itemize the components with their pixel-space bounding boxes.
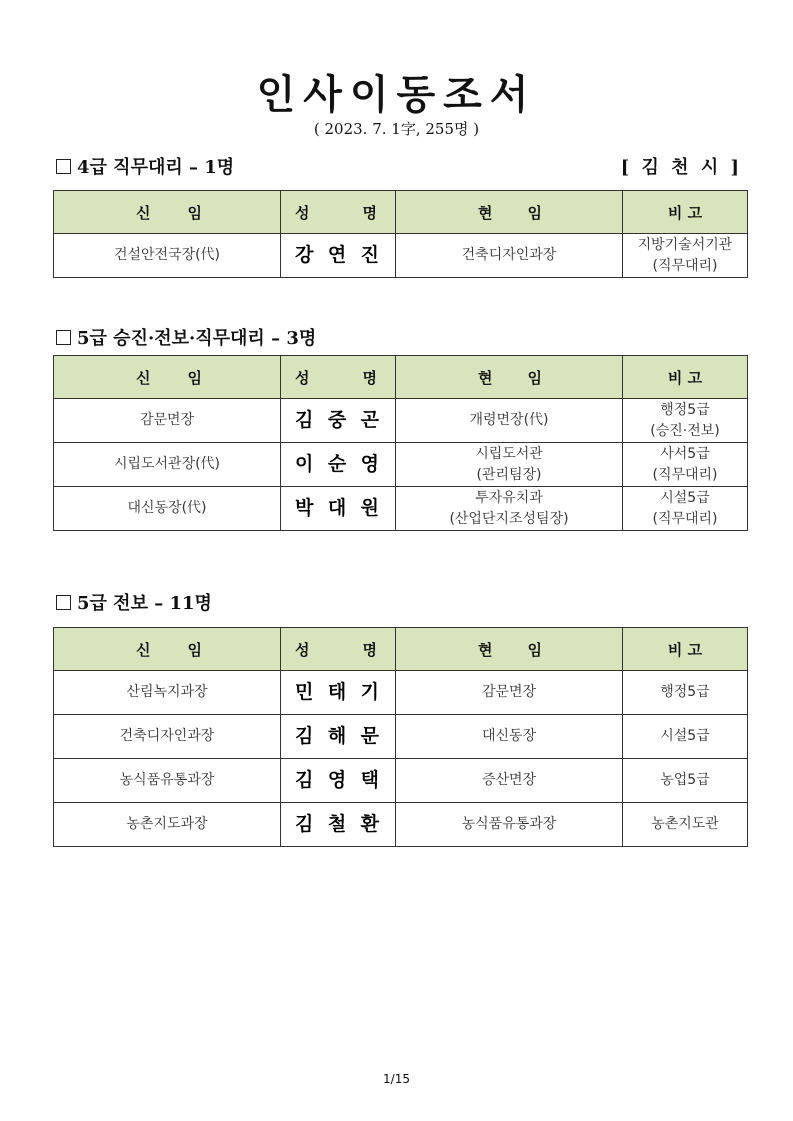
name-char: 이 <box>295 453 314 475</box>
cell-name <box>281 715 396 759</box>
header-current-position-label <box>396 202 622 223</box>
name-char: 강 <box>295 244 314 266</box>
person-name <box>281 245 395 266</box>
table-row <box>54 803 748 847</box>
table-row <box>54 715 748 759</box>
section-1-heading <box>56 155 746 181</box>
person-name <box>281 682 395 703</box>
cell-note <box>623 759 748 803</box>
header-char: 성 <box>295 368 310 387</box>
name-char: 중 <box>327 409 347 431</box>
header-current-position-label <box>396 639 622 660</box>
document-title: 인사이동조서 <box>256 72 537 118</box>
name-char: 진 <box>360 244 379 266</box>
cell-current-position <box>396 803 623 847</box>
person-name <box>281 814 395 835</box>
cell-current-position <box>396 671 623 715</box>
cell-name <box>281 759 396 803</box>
header-char: 명 <box>362 640 377 659</box>
header-note: 비 고 <box>623 628 748 671</box>
header-char: 명 <box>362 368 377 387</box>
current-line: 투자유치과 <box>475 489 543 506</box>
header-current-position <box>396 356 623 399</box>
table-row <box>54 443 748 487</box>
name-char: 택 <box>360 769 379 791</box>
current-line: 대신동장 <box>481 728 537 744</box>
note-line: 사서5급 <box>660 445 710 462</box>
note-line: (승진·전보) <box>650 422 720 439</box>
table-section-3 <box>53 627 748 847</box>
header-char: 임 <box>187 640 202 659</box>
header-char: 성 <box>295 203 310 222</box>
header-char: 임 <box>527 640 542 659</box>
current-line: 시립도서관 <box>475 445 543 462</box>
header-name-label <box>281 202 395 223</box>
name-char: 원 <box>360 497 379 519</box>
note-line: 시설5급 <box>660 489 710 506</box>
header-name-label <box>281 639 395 660</box>
current-line: 개령면장(代) <box>469 412 549 428</box>
person-name <box>281 726 395 747</box>
cell-note <box>623 803 748 847</box>
section-1-title: 4급 직무대리 – 1명 <box>77 157 235 178</box>
cell-new-position: 농촌지도과장 <box>54 803 281 847</box>
section-3-title: 5급 전보 – 11명 <box>77 593 212 614</box>
cell-note <box>623 671 748 715</box>
header-new-position <box>54 356 281 399</box>
table-row <box>54 759 748 803</box>
table-row <box>54 399 748 443</box>
name-char: 김 <box>295 725 314 747</box>
cell-name <box>281 443 396 487</box>
current-line: 농식품유통과장 <box>461 816 557 832</box>
cell-new-position: 시립도서관장(代) <box>54 443 281 487</box>
name-char: 해 <box>327 725 347 747</box>
note-line: (직무대리) <box>652 466 718 483</box>
checkbox-icon <box>56 595 71 610</box>
name-char: 환 <box>360 813 379 835</box>
header-name <box>281 356 396 399</box>
cell-current-position <box>396 715 623 759</box>
name-char: 연 <box>327 244 347 266</box>
header-current-position-label <box>396 367 622 388</box>
current-line: 감문면장 <box>481 684 537 700</box>
header-char: 임 <box>527 203 542 222</box>
cell-note <box>623 715 748 759</box>
name-char: 김 <box>295 409 314 431</box>
header-char: 신 <box>136 368 151 387</box>
header-char: 현 <box>478 203 493 222</box>
header-char: 성 <box>295 640 310 659</box>
cell-name <box>281 803 396 847</box>
header-char: 명 <box>362 203 377 222</box>
name-char: 대 <box>327 497 347 519</box>
section-3-heading <box>56 591 746 617</box>
header-char: 임 <box>527 368 542 387</box>
cell-new-position: 건축디자인과장 <box>54 715 281 759</box>
cell-new-position: 농식품유통과장 <box>54 759 281 803</box>
cell-note <box>623 443 748 487</box>
header-char: 신 <box>136 203 151 222</box>
name-char: 김 <box>295 769 314 791</box>
name-char: 철 <box>327 813 347 835</box>
note-line: 농촌지도관 <box>651 816 719 832</box>
name-char: 민 <box>295 681 314 703</box>
name-char: 곤 <box>360 409 379 431</box>
section-2-heading <box>56 326 746 352</box>
header-current-position <box>396 191 623 234</box>
header-name <box>281 628 396 671</box>
header-new-position <box>54 628 281 671</box>
table-section-2 <box>53 355 748 531</box>
current-line: (산업단지조성팀장) <box>449 510 569 527</box>
table-row <box>54 234 748 278</box>
cell-current-position <box>396 759 623 803</box>
name-char: 태 <box>327 681 347 703</box>
table-row <box>54 487 748 531</box>
note-line: (직무대리) <box>652 510 718 527</box>
header-name <box>281 191 396 234</box>
person-name <box>281 454 395 475</box>
cell-note <box>623 234 748 278</box>
header-current-position <box>396 628 623 671</box>
cell-note <box>623 487 748 531</box>
header-name-label <box>281 367 395 388</box>
section-2-title: 5급 승진·전보·직무대리 – 3명 <box>77 328 317 349</box>
name-char: 김 <box>295 813 314 835</box>
header-note: 비 고 <box>623 356 748 399</box>
cell-new-position: 대신동장(代) <box>54 487 281 531</box>
name-char: 박 <box>295 497 314 519</box>
cell-current-position <box>396 443 623 487</box>
table-row <box>54 671 748 715</box>
header-char: 현 <box>478 640 493 659</box>
checkbox-icon <box>56 330 71 345</box>
checkbox-icon <box>56 159 71 174</box>
cell-name <box>281 234 396 278</box>
cell-name <box>281 671 396 715</box>
cell-name <box>281 487 396 531</box>
name-char: 기 <box>360 681 379 703</box>
note-line: 행정5급 <box>660 684 710 700</box>
cell-new-position: 감문면장 <box>54 399 281 443</box>
header-new-position-label <box>54 639 280 660</box>
section-1-region: [ 김 천 시 ] <box>620 157 742 178</box>
name-char: 영 <box>327 769 347 791</box>
cell-name <box>281 399 396 443</box>
header-char: 임 <box>187 368 202 387</box>
cell-current-position <box>396 487 623 531</box>
header-char: 현 <box>478 368 493 387</box>
cell-note <box>623 399 748 443</box>
name-char: 영 <box>360 453 379 475</box>
table-header-row <box>54 628 748 671</box>
note-line: 농업5급 <box>660 772 710 788</box>
name-char: 순 <box>327 453 347 475</box>
table-header-row <box>54 356 748 399</box>
note-line: 행정5급 <box>660 401 710 418</box>
note-line: (직무대리) <box>652 257 718 274</box>
cell-current-position <box>396 234 623 278</box>
cell-new-position: 산림녹지과장 <box>54 671 281 715</box>
person-name <box>281 770 395 791</box>
header-note: 비 고 <box>623 191 748 234</box>
header-new-position-label <box>54 367 280 388</box>
header-new-position-label <box>54 202 280 223</box>
current-line: 증산면장 <box>481 772 537 788</box>
page-number: 1/15 <box>383 1072 410 1086</box>
person-name <box>281 410 395 431</box>
header-char: 임 <box>187 203 202 222</box>
current-line: 건축디자인과장 <box>461 247 557 263</box>
header-new-position <box>54 191 281 234</box>
cell-current-position <box>396 399 623 443</box>
note-line: 시설5급 <box>660 728 710 744</box>
table-section-1 <box>53 190 748 278</box>
document-subtitle: ( 2023. 7. 1字, 255명 ) <box>313 120 480 138</box>
current-line: (관리팀장) <box>476 466 542 483</box>
header-char: 신 <box>136 640 151 659</box>
name-char: 문 <box>360 725 379 747</box>
note-line: 지방기술서기관 <box>637 236 733 253</box>
table-header-row <box>54 191 748 234</box>
person-name <box>281 498 395 519</box>
cell-new-position: 건설안전국장(代) <box>54 234 281 278</box>
